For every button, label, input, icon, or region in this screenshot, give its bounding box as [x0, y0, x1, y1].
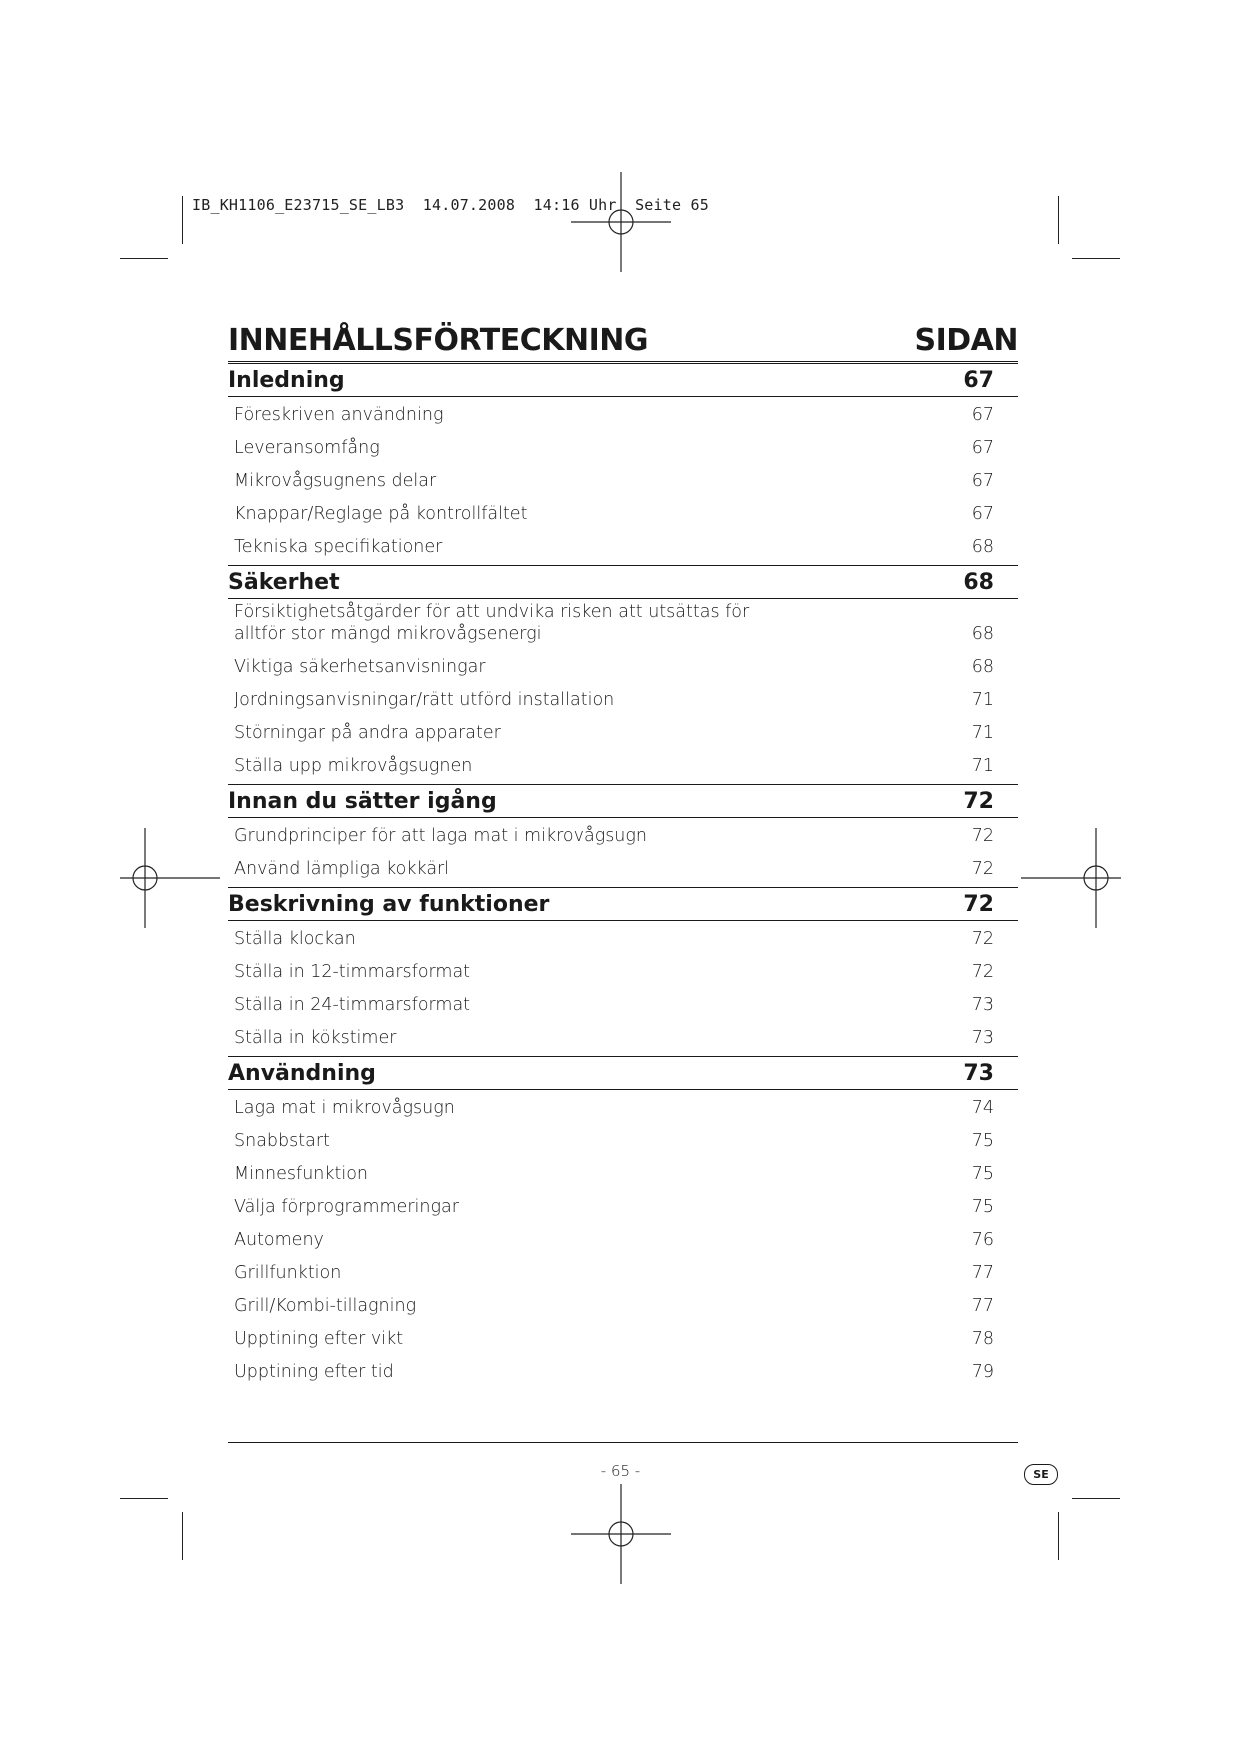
entry-label: Ställa in 12-timmarsformat: [234, 962, 471, 982]
footer-rule: [228, 1442, 1018, 1443]
crop-mark: [1072, 258, 1120, 259]
entry-label: Ställa in 24-timmarsformat: [234, 995, 471, 1015]
toc-entry: [228, 987, 1018, 1020]
entry-page: 72: [971, 826, 994, 846]
entry-label: Leveransomfång: [234, 438, 380, 458]
crop-mark: [182, 1512, 183, 1560]
toc-entry: [228, 682, 1018, 715]
toc-entry: [228, 1222, 1018, 1255]
entry-page: 72: [971, 859, 994, 879]
crop-mark: [1072, 1498, 1120, 1499]
entry-label: Tekniska specifikationer: [234, 537, 443, 557]
entry-page: 68: [971, 624, 994, 644]
entry-page: 67: [971, 438, 994, 458]
entry-label: Jordningsanvisningar/rätt utförd installation: [234, 690, 615, 710]
section-heading: [228, 364, 1018, 397]
entry-page: 76: [971, 1230, 994, 1250]
entry-page: 67: [971, 405, 994, 425]
toc-entry: [228, 496, 1018, 529]
toc-entry: [228, 397, 1018, 430]
crop-mark: [1058, 196, 1059, 244]
section-page: 68: [963, 569, 994, 595]
entry-label: Ställa klockan: [234, 929, 356, 949]
entry-label: Ställa in kökstimer: [234, 1028, 397, 1048]
entry-label: Viktiga säkerhetsanvisningar: [234, 657, 486, 677]
toc-entry: [228, 1090, 1018, 1123]
toc-entry: [228, 1123, 1018, 1156]
toc-entry: [228, 649, 1018, 682]
entry-label: Välja förprogrammeringar: [234, 1197, 459, 1217]
entry-page: 73: [971, 1028, 994, 1048]
registration-mark-right: [1021, 828, 1121, 928]
entry-page: 73: [971, 995, 994, 1015]
registration-mark-left: [120, 828, 220, 928]
toc-entry: [228, 921, 1018, 954]
entry-label: Försiktighetsåtgärder för att undvika risken att utsättas för alltför stor mängd mikrovågsenergi: [234, 602, 750, 644]
registration-mark-bottom: [571, 1484, 671, 1584]
entry-page: 71: [971, 690, 994, 710]
entry-label: Använd lämpliga kokkärl: [234, 859, 450, 879]
language-badge: SE: [1024, 1464, 1058, 1485]
section-page: 67: [963, 367, 994, 393]
section-heading: [228, 784, 1018, 818]
section-heading: [228, 1056, 1018, 1090]
toc-entry: [228, 430, 1018, 463]
toc-entry: [228, 818, 1018, 851]
entry-page: 71: [971, 756, 994, 776]
section-page: 72: [963, 788, 994, 814]
crop-mark: [120, 258, 168, 259]
entry-page: 72: [971, 929, 994, 949]
section-page: 73: [963, 1060, 994, 1086]
section-heading: [228, 887, 1018, 921]
toc-entry: [228, 1189, 1018, 1222]
entry-label: Upptining efter tid: [234, 1362, 394, 1382]
toc-entry: [228, 1255, 1018, 1288]
entry-label: Upptining efter vikt: [234, 1329, 404, 1349]
section-heading: [228, 565, 1018, 599]
section-title: Inledning: [228, 367, 345, 393]
entry-page: 71: [971, 723, 994, 743]
entry-page: 77: [971, 1263, 994, 1283]
page-number: - 65 -: [600, 1462, 641, 1480]
entry-page: 75: [971, 1164, 994, 1184]
entry-page: 67: [971, 504, 994, 524]
entry-page: 75: [971, 1197, 994, 1217]
page-column-label: SIDAN: [914, 323, 1018, 358]
entry-label: Föreskriven användning: [234, 405, 444, 425]
section-title: Användning: [228, 1060, 376, 1086]
entry-page: 78: [971, 1329, 994, 1349]
entry-page: 74: [971, 1098, 994, 1118]
page-title: INNEHÅLLSFÖRTECKNING: [228, 323, 649, 358]
section-title: Säkerhet: [228, 569, 340, 595]
toc-entry: [228, 599, 1018, 649]
entry-page: 79: [971, 1362, 994, 1382]
entry-label: Grundprinciper för att laga mat i mikrovågsugn: [234, 826, 647, 846]
toc-header: [228, 318, 1018, 364]
entry-label: Mikrovågsugnens delar: [234, 471, 437, 491]
toc-entry: [228, 1156, 1018, 1189]
entry-label: Grillfunktion: [234, 1263, 342, 1283]
entry-label: Laga mat i mikrovågsugn: [234, 1098, 455, 1118]
toc-entry: [228, 748, 1018, 781]
crop-mark: [1058, 1512, 1059, 1560]
entry-page: 68: [971, 537, 994, 557]
entry-page: 77: [971, 1296, 994, 1316]
entry-label: Automeny: [234, 1230, 324, 1250]
entry-page: 68: [971, 657, 994, 677]
toc-entry: [228, 851, 1018, 884]
entry-page: 67: [971, 471, 994, 491]
toc-entry: [228, 529, 1018, 562]
toc-entry: [228, 715, 1018, 748]
crop-mark: [182, 196, 183, 244]
toc-entry: [228, 1354, 1018, 1387]
section-title: Innan du sätter igång: [228, 788, 497, 814]
entry-label: Knappar/Reglage på kontrollfältet: [234, 504, 528, 524]
toc-entry: [228, 1288, 1018, 1321]
toc-entry: [228, 954, 1018, 987]
entry-label: Ställa upp mikrovågsugnen: [234, 756, 473, 776]
entry-page: 75: [971, 1131, 994, 1151]
crop-mark: [120, 1498, 168, 1499]
section-title: Beskrivning av funktioner: [228, 891, 550, 917]
entry-label: Störningar på andra apparater: [234, 723, 501, 743]
entry-label: Grill/Kombi-tillagning: [234, 1296, 417, 1316]
entry-label: Snabbstart: [234, 1131, 330, 1151]
table-of-contents: [228, 318, 1018, 1387]
section-page: 72: [963, 891, 994, 917]
toc-entry: [228, 1321, 1018, 1354]
entry-label: Minnesfunktion: [234, 1164, 369, 1184]
entry-page: 72: [971, 962, 994, 982]
registration-mark-top: [571, 172, 671, 272]
toc-entry: [228, 1020, 1018, 1053]
print-slug: IB_KH1106_E23715_SE_LB3 14.07.2008 14:16 Uhr Seite 65: [192, 196, 709, 214]
toc-entry: [228, 463, 1018, 496]
